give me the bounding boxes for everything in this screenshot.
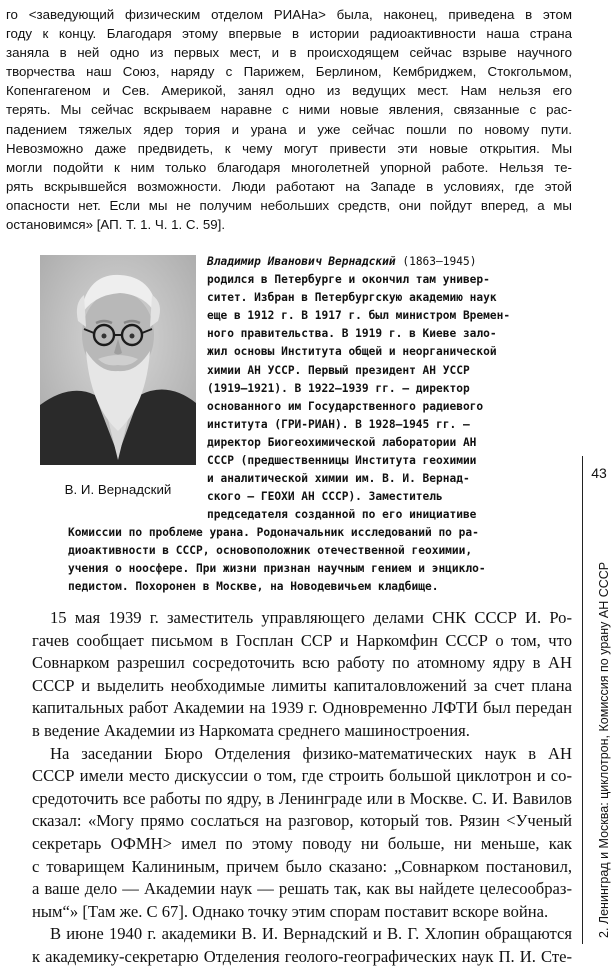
bio-name: Владимир Иванович Вернадский [207, 255, 396, 268]
bio-line: диоактивности в СССР, основоположник отечественной геохимии, [68, 544, 473, 558]
quote-line: могли подойти к ним только благодаря многолетней упорной работе. Нельзя те- [6, 159, 572, 175]
bio-line: основанного им Государственного радиевого [207, 399, 484, 413]
body-line: к академику-секретарю Отделения геолого-географических наук П. И. Сте- [32, 946, 572, 966]
bio-line: педистом. Похоронен в Москве, на Новодевичьем кладбище. [68, 580, 439, 594]
page-number: 43 [591, 465, 607, 481]
bio-heading [207, 253, 567, 271]
body-line: СССР и выделить необходимые лимиты капиталовложений за счет плана [32, 675, 572, 695]
bio-dates: (1863–1945) [402, 255, 477, 268]
main-text [32, 607, 572, 969]
quote-line: терять. Мы сейчас вскрываем наравне с ними новые явления, связанные с рас- [6, 102, 572, 118]
bio-line: СССР (предшественницы Института геохимии [207, 454, 477, 468]
portrait-illustration [40, 255, 196, 465]
bio-line: директор Биогеохимической лаборатории АН [207, 435, 477, 449]
quote-line: Невозможно даже предвидеть, к чему могут привести эти новые открытия. Мы [6, 140, 572, 156]
quote-line: творчества наш Союз, наряду с Парижем, Берлином, Кембриджем, Стокгольмом, [6, 64, 572, 80]
bio-line: ситет. Избран в Петербургскую академию наук [207, 291, 497, 305]
quote-line: го <заведующий физическим отделом РИАНа> была, наконец, приведена в этом [6, 7, 572, 22]
body-line: гачев сообщает письмом в Госплан ССР и Наркомфин СССР о том, что [32, 630, 572, 650]
bio-line: председателя созданной по его инициативе [207, 508, 477, 522]
quote-line: Копенгагеном и Сев. Америкой, занял одно из ведущих мест. Нам нельзя его [6, 83, 572, 99]
body-line: с товарищем Калининым, причем было сказано: „Совнарком постановил, [32, 856, 572, 876]
bio-line: ного правительства. В 1919 г. в Киеве зало- [207, 327, 497, 341]
quote-line: опасности нет. Если мы не получим небольших средств, они пойдут вперед, а мы [6, 197, 572, 213]
biography-box [207, 253, 567, 524]
quote-line: году к концу. Благодаря этому впервые в истории радиоактивности наша страна [6, 26, 572, 42]
body-line: сказал: «Могу прямо сослаться на разговор, который тов. Рязин <Ученый [32, 811, 572, 831]
bio-line: Комиссии по проблеме урана. Родоначальник исследований по ра- [68, 526, 479, 539]
body-line: ным“» [Там же. С 67]. Однако точку этим спорам поставит вскоре война. [32, 901, 549, 921]
body-line: 15 мая 1939 г. заместитель управляющего делами СНК СССР И. Ро- [50, 608, 572, 627]
bio-line: института (ГРИ-РИАН). В 1928–1945 гг. — [207, 417, 470, 431]
body-line: Совнарком разрешил сосредоточить всю работу по атомному ядру в АН [32, 653, 572, 673]
quote-line: остановимся» [АП. Т. 1. Ч. 1. С. 59]. [6, 217, 226, 233]
bio-line: жил основы Института общей и неорганической [207, 345, 497, 359]
portrait-caption: В. И. Вернадский [64, 482, 172, 497]
quote-line: падением тяжелых ядер тория и урана и уже сейчас пошли по новому пути. [6, 121, 572, 137]
bio-line: и аналитической химии им. В. И. Вернад- [207, 472, 470, 486]
bio-line: еще в 1912 г. В 1917 г. был министром Времен- [207, 309, 511, 323]
body-line: средоточить все работы по ядру, в Ленинграде или в Москве. С. И. Вавилов [32, 788, 572, 808]
quote-line: рять вскрывшейся возможности. Люди работают на Западе в условиях, где этой [6, 178, 572, 194]
body-line: На заседании Бюро Отделения физико-математических наук в АН [50, 743, 572, 763]
bio-line: родился в Петербурге и окончил там универ- [207, 273, 490, 287]
body-line: капитальных работ Академии на 1939 г. Одновременно ЛФТИ был передан [32, 698, 572, 718]
quote-block [6, 5, 572, 234]
margin-rule [582, 456, 583, 944]
bio-line: химии АН УССР. Первый президент АН УССР [207, 363, 470, 377]
bio-line: (1919–1921). В 1922–1939 гг. — директор [207, 381, 470, 395]
running-head: 2. Ленинград и Москва: циклотрон, Комиссия по урану АН СССР [597, 561, 611, 938]
body-line: СССР имели место дискуссии о том, где строить большой циклотрон и со- [32, 766, 572, 786]
body-line: в ведение Академии из Наркомата среднего машиностроения. [32, 720, 470, 740]
body-line: секретарь ОФМН> имел по этому поводу ни больше, ни меньше, как [32, 833, 572, 853]
portrait-photo [40, 255, 196, 465]
quote-line: заняла в ней одно из первых мест, и в происходящем сейчас взрыве научного [6, 45, 572, 61]
biography-continuation [68, 524, 570, 596]
bio-line: учения о ноосфере. При жизни признан научным гением и энцикло- [68, 562, 486, 576]
body-line: а ваше дело — Академии наук — решать так, как вы найдете целесообраз- [32, 879, 572, 899]
body-line: В июне 1940 г. академики В. И. Вернадский и В. Г. Хлопин обращаются [50, 924, 572, 944]
bio-line: ского — ГЕОХИ АН СССР). Заместитель [207, 490, 443, 504]
